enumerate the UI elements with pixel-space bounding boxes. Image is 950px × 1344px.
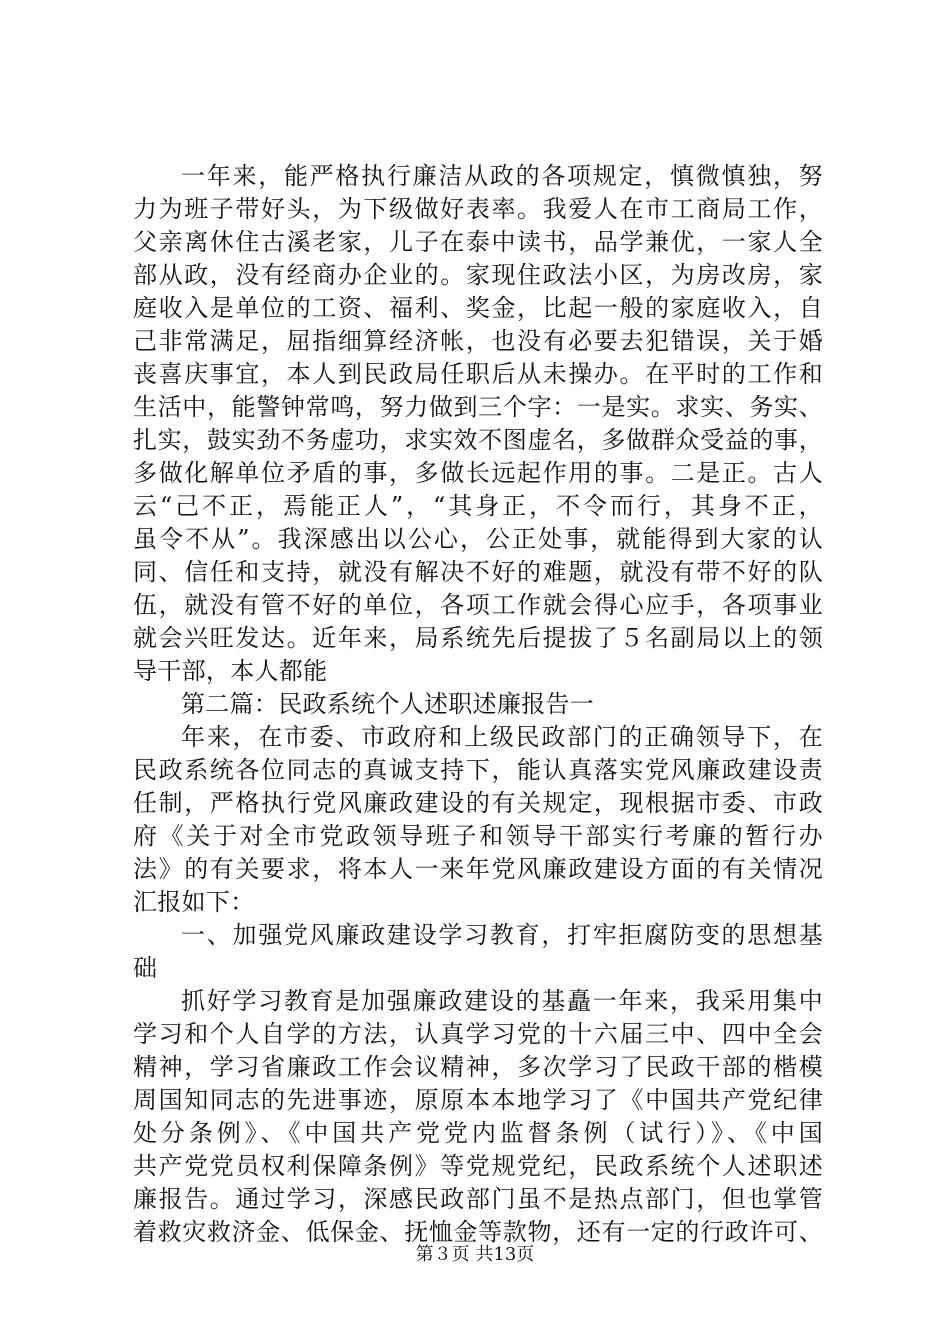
text-line: 精神，学习省廉政工作会议精神，多次学习了民政干部的楷模 [133,1053,823,1081]
document-body [133,160,823,1249]
text-line: 着救灾救济金、低保金、抚恤金等款物，还有一定的行政许可、 [133,1218,823,1246]
text-line: 扎实，鼓实劲不务虚功，求实效不图虚名，多做群众受益的事， [133,426,823,454]
text-line: 廉报告。通过学习，深感民政部门虽不是热点部门，但也掌管 [133,1185,823,1213]
text-line: 生活中，能警钟常鸣，努力做到三个字：一是实。求实、务实、 [133,393,823,421]
section-heading: 第二篇：民政系统个人述职述廉报告一 [181,690,595,718]
text-line: 虽令不从”。我深感出以公心，公正处事，就能得到大家的认 [133,525,823,553]
text-line: 就会兴旺发达。近年来，局系统先后提拔了５名副局以上的领 [133,624,823,652]
text-line: 民政系统各位同志的真诚支持下，能认真落实党风廉政建设责 [133,756,823,784]
text-line: 导干部，本人都能 [133,657,328,685]
text-line: 周国知同志的先进事迹，原原本本地学习了《中国共产党纪律 [133,1086,823,1114]
text-line: 力为班子带好头，为下级做好表率。我爱人在市工商局工作， [133,195,823,223]
text-line: 共产党党员权利保障条例》等党规党纪，民政系统个人述职述 [133,1152,823,1180]
text-line: 一年来，能严格执行廉洁从政的各项规定，慎微慎独，努 [181,162,823,190]
text-line: 处分条例》、《中国共产党党内监督条例（试行）》、《中国 [133,1119,823,1147]
text-line: 庭收入是单位的工资、福利、奖金，比起一般的家庭收入，自 [133,294,823,322]
text-line: 父亲离休住古溪老家，儿子在泰中读书，品学兼优，一家人全 [133,228,823,256]
page-number-footer: 第３页 共13页 [415,1244,535,1265]
text-line: 法》的有关要求，将本人一来年党风廉政建设方面的有关情况 [133,855,823,883]
text-line: 伍，就没有管不好的单位，各项工作就会得心应手，各项事业 [133,591,823,619]
text-line: 府《关于对全市党政领导班子和领导干部实行考廉的暂行办 [133,822,823,850]
text-line: 年来，在市委、市政府和上级民政部门的正确领导下，在 [181,723,823,751]
text-line: 部从政，没有经商办企业的。家现住政法小区，为房改房，家 [133,261,823,289]
text-line: 同、信任和支持，就没有解决不好的难题，就没有带不好的队 [133,558,823,586]
text-line: 己非常满足，屈指细算经济帐，也没有必要去犯错误，关于婚 [133,327,823,355]
text-line: 云“己不正，焉能正人”，“其身正，不令而行，其身不正， [133,492,823,520]
subsection-heading: 础 [133,954,158,982]
text-line: 汇报如下： [133,888,255,916]
text-line: 学习和个人自学的方法，认真学习党的十六届三中、四中全会 [133,1020,823,1048]
text-line: 多做化解单位矛盾的事，多做长远起作用的事。二是正。古人 [133,459,823,487]
text-line: 任制，严格执行党风廉政建设的有关规定，现根据市委、市政 [133,789,823,817]
subsection-heading: 一、加强党风廉政建设学习教育，打牢拒腐防变的思想基 [181,921,823,949]
text-line: 抓好学习教育是加强廉政建设的基矗一年来，我采用集中 [181,987,823,1015]
text-line: 丧喜庆事宜，本人到民政局任职后从未操办。在平时的工作和 [133,360,823,388]
